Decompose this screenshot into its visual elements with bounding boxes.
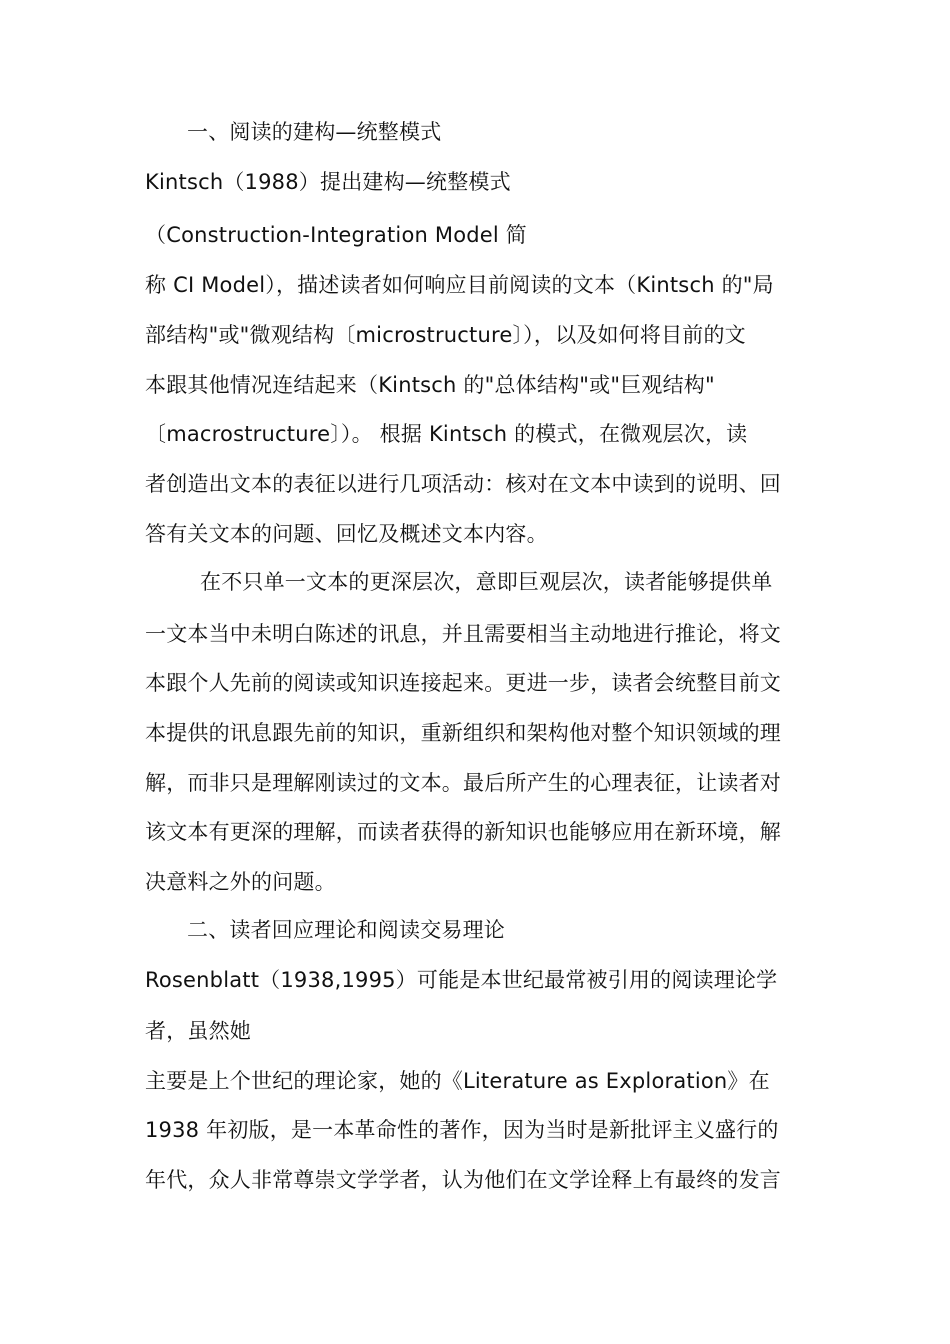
text-line: 本跟其他情况连结起来（Kintsch 的"总体结构"或"巨观结构" [145, 373, 715, 397]
paragraph-line: 本跟个人先前的阅读或知识连接起来。更进一步，读者会统整目前文 [145, 671, 781, 695]
text-line: （Construction-Integration Model 简 [145, 223, 528, 247]
text-line: 1938 年初版，是一本革命性的著作，因为当时是新批评主义盛行的 [145, 1118, 779, 1142]
text-line: Rosenblatt（1938,1995）可能是本世纪最常被引用的阅读理论学 [145, 968, 778, 992]
text-line: 称 CI Model），描述读者如何响应目前阅读的文本（Kintsch 的"局 [145, 273, 774, 297]
section-heading-2: 二、读者回应理论和阅读交易理论 [187, 918, 505, 942]
text-line: 〔macrostructure〕）。 根据 Kintsch 的模式，在微观层次，读 [145, 422, 748, 446]
paragraph-line: 本提供的讯息跟先前的知识，重新组织和架构他对整个知识领域的理 [145, 721, 781, 745]
paragraph-line: 该文本有更深的理解，而读者获得的新知识也能够应用在新环境，解 [145, 820, 781, 844]
paragraph-line: 在不只单一文本的更深层次，意即巨观层次，读者能够提供单 [200, 570, 773, 594]
text-line: 年代，众人非常尊崇文学学者，认为他们在文学诠释上有最终的发言 [145, 1168, 781, 1192]
text-line: 者创造出文本的表征以进行几项活动：核对在文本中读到的说明、回 [145, 472, 781, 496]
paragraph-line: 解，而非只是理解刚读过的文本。最后所产生的心理表征，让读者对 [145, 771, 781, 795]
text-line: 部结构"或"微观结构〔microstructure〕），以及如何将目前的文 [145, 323, 746, 347]
paragraph-line: 决意料之外的问题。 [145, 870, 336, 894]
section-heading-1: 一、阅读的建构—统整模式 [187, 120, 442, 144]
text-line: 主要是上个世纪的理论家，她的《Literature as Exploration》在 [145, 1069, 770, 1093]
paragraph-line: 一文本当中未明白陈述的讯息，并且需要相当主动地进行推论，将文 [145, 622, 781, 646]
text-line: 者，虽然她 [145, 1019, 251, 1043]
text-line: Kintsch（1988）提出建构—统整模式 [145, 170, 511, 194]
text-line: 答有关文本的问题、回忆及概述文本内容。 [145, 522, 548, 546]
